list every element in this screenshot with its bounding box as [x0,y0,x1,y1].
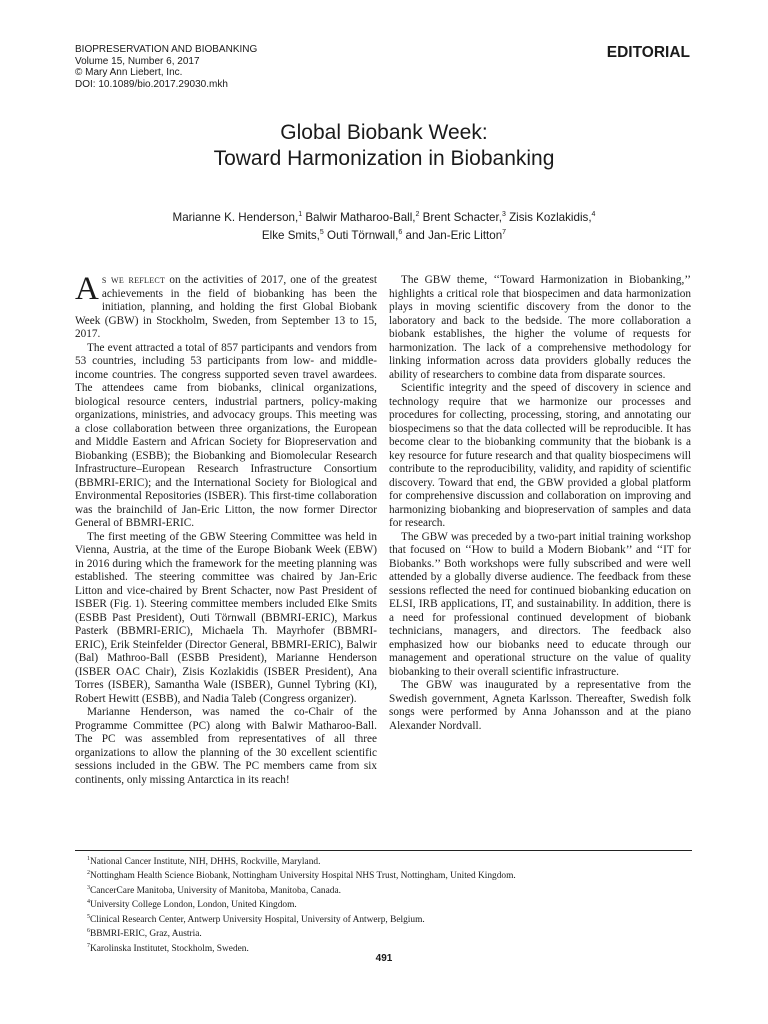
author-affiliation-ref: 7 [502,228,507,236]
author-line-2 [0,225,768,243]
body-paragraph [75,271,377,342]
author-affiliation-ref: 4 [591,211,596,218]
affiliation-number: 6 [87,928,90,935]
affiliation-text: University College London, London, United Kingdom. [90,900,297,911]
affiliation-number: 4 [87,899,90,906]
body-paragraph: Marianne Henderson, was named the co-Chair of the Programme Committee (PC) along with Balwir Matharoo-Ball. The PC was assembled from representatives of all three organizations to allow the planning of the 30 excellent scientific sessions included in the GBW. The PC members came from six continents, only missing Antarctica in its reach! [75,706,377,786]
body-paragraph: The first meeting of the GBW Steering Committee was held in Vienna, Austria, at the time of the Europe Biobank Week (EBW) in 2016 during which the framework for the meeting planning was established. The steering committee was chaired by Jan-Eric Litton and vice-chaired by Brent Schacter, now Past President of ISBER (Fig. 1). Steering committee members included Elke Smits (ESBB Past President), Outi Törnwall (BBMRI-ERIC), Markus Pasterk (BBMRI-ERIC), Michaela Th. Mayrhofer (BBMRI-ERIC), Erik Steinfelder (Director General, BBMRI-ERIC), Balwir (Bal) Mathroo-Ball (ESBB President), Marianne Henderson (ISBER OAC Chair), Zisis Kozlakidis (ISBER President), Ana Torres (ISBER), Samantha Wale (ISBER), Gunnel Tybring (KI), Robert Hewitt (ESBB), and Nadia Taleb (Congress organizer). [75,530,377,705]
section-label: EDITORIAL [606,44,690,61]
affiliation-text: CancerCare Manitoba, University of Manitoba, Manitoba, Canada. [90,885,341,896]
journal-doi: DOI: 10.1089/bio.2017.29030.mkh [75,78,228,90]
affiliation-text: Nottingham Health Science Biobank, Nottingham University Hospital NHS Trust, Nottingham, United Kingdom. [90,871,516,882]
author-affiliation-ref: 6 [398,228,403,236]
title-line-1: Global Biobank Week: [280,121,488,144]
affiliation-text: National Cancer Institute, NIH, DHHS, Rockville, Maryland. [90,857,321,868]
author-name: Outi Törnwall, [327,228,399,242]
journal-volume: Volume 15, Number 6, 2017 [75,55,200,67]
affiliation-list [87,854,516,955]
affiliation-number: 1 [87,856,90,862]
author-name: Zisis Kozlakidis, [509,210,592,224]
author-name: and Jan-Eric Litton [405,228,503,242]
author-name: Marianne K. Henderson, [172,210,299,224]
affiliation-text: Clinical Research Center, Antwerp University Hospital, University of Antwerp, Belgium. [90,914,425,925]
lead-in-small-caps: s we reflect [101,274,166,286]
affiliation-number: 3 [87,884,90,891]
journal-name: BIOPRESERVATION AND BIOBANKING [75,44,258,55]
body-paragraph: Scientific integrity and the speed of discovery in science and technology require that we harmonize our processes and procedures for collecting, processing, storing, and annotating our biospecimens so that the data collected will be reproducible. It has become clear to the biobanking community that the biobank is a key resource for future research and that quality biospecimens will contribute to the reproducibility, validity, and rapidity of scientific discovery. Toward that end, the GBW provided a global platform for comprehensive discussion and collaboration on improving and harmonizing biobanking and biopreservation of samples and data for research. [389,382,691,529]
affiliation-item [87,883,516,897]
article-title [0,120,768,172]
body-column-left [75,271,377,787]
drop-cap: A [75,271,99,307]
author-affiliation-ref: 1 [298,211,303,218]
author-affiliation-ref: 2 [415,211,420,218]
affiliation-text: Karolinska Institutet, Stockholm, Sweden. [90,943,249,954]
body-column-right [389,274,691,733]
author-affiliation-ref: 3 [501,211,506,218]
footnote-divider [75,850,692,851]
affiliation-number: 7 [87,942,90,949]
affiliation-number: 2 [87,870,90,877]
affiliation-text: BBMRI-ERIC, Graz, Austria. [90,929,202,940]
affiliation-item [87,912,516,926]
page-number: 491 [375,953,393,964]
affiliation-number: 5 [87,913,90,920]
author-line-1 [0,207,768,225]
journal-info [75,44,257,90]
author-name: Balwir Matharoo-Ball, [305,210,416,224]
affiliation-item [87,897,516,911]
author-affiliation-ref: 5 [319,228,324,236]
author-name: Elke Smits, [261,228,320,242]
author-list [0,207,768,243]
body-paragraph: The GBW theme, ‘‘Toward Harmonization in Biobanking,’’ highlights a critical role that biospecimen and data harmonization plays in moving scientific discovery from the donor to the laboratory and back to the bedside. The more collaboration a biobank establishes, the higher the volume of requests for harmonization. The lack of a comprehensive methodology for linking information across data providers globally reduces the ability of researchers to combine data from disparate sources. [389,274,691,381]
body-paragraph: The event attracted a total of 857 participants and vendors from 53 countries, including 53 participants from low- and middle-income countries. The congress supported seven travel awardees. The attendees came from biobanks, clinical organizations, biological resource centers, industrial partners, policy-making organizations, ministries, and advocacy groups. This meeting was a close collaboration between three organizations, the European and Middle Eastern and African Society for Biopreservation and Biobanking (ESBB); the Biobanking and Biomolecular Research Infrastructure–European Research Infrastructure Consortium (BBMRI-ERIC); and the International Society for Biological and Environmental Repositories (ISBER). This first-time collaboration was the brainchild of Jan-Eric Litton, the now former Director General of BBMRI-ERIC. [75,341,377,529]
affiliation-item [87,926,516,940]
body-paragraph: The GBW was inaugurated by a representative from the Swedish government, Agneta Karlsson. Thereafter, Swedish folk songs were performed by Anna Johansson and at the piano Alexander Nordvall. [389,679,691,732]
affiliation-item [87,854,516,868]
author-name: Brent Schacter, [422,210,502,224]
journal-copyright: © Mary Ann Liebert, Inc. [75,67,183,78]
title-line-2: Toward Harmonization in Biobanking [213,147,555,170]
paragraph-text: on the activities of 2017, one of the greatest achievements in the field of biobanking has been the initiation, planning, and holding the first Global Biobank Week (GBW) in Stockholm, Sweden, from September 13 to 15, 2017. [75,274,377,340]
body-paragraph: The GBW was preceded by a two-part initial training workshop that focused on ‘‘How to build a Modern Biobank’’ and ‘‘IT for Biobanks.’’ Both workshops were fully subscribed and were well attended by a globally diverse audience. The feedback from these sessions reflected the need for continued biobanking education on ELSI, IRB applications, IT, and sustainability. In addition, there is a need for professional continued development of biobank technicians, managers, and directors. The feedback also emphasized how our biobanks need to educate through our management and operational structure on the value of quality biobanking to their overall scientific infrastructure. [389,530,691,678]
affiliation-item [87,868,516,882]
